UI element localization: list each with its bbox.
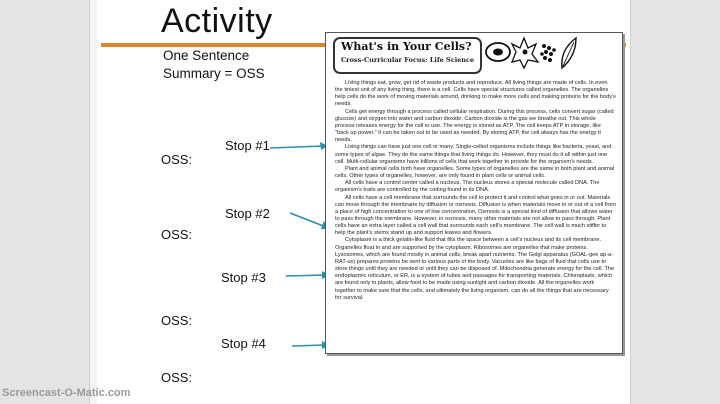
screencast-watermark: Screencast-O-Matic.com: [2, 387, 131, 399]
stop-3-label: Stop #3: [221, 270, 266, 285]
slide-title: Activity: [161, 2, 273, 40]
article-body: [335, 80, 616, 348]
summary-line-1: One Sentence: [163, 48, 250, 63]
summary-line-2: Summary = OSS: [163, 66, 265, 81]
article-paragraph: All cells have a control center called a nucleus. The nucleus stores a special molecule called DNA. The organism's traits are controlled by the coding found in its DNA.: [335, 180, 600, 194]
article-paragraph: Living things can have just one cell or many. Single-celled organisms include things like bacteria, yeast, and some types of algae. They do the same things that living things do. However, they must do it all within just one cell. Multi-cellular organisms have billions of cells that work together to provide for the organism's needs.: [335, 144, 612, 165]
cell-drawings-icon: [482, 34, 582, 74]
oss-label-1: OSS:: [161, 152, 193, 167]
oss-label-2: OSS:: [161, 227, 193, 242]
oss-label-3: OSS:: [161, 313, 193, 328]
article-paragraph: Living things eat, grow, get rid of waste products and reproduce. All living things are made of cells. In even the tiniest unit of any living thing, there is a cell. Cells have special structures called organelles. The organelles help cells do the work of moving materials around, drinking to make more cells and making proteins for the body's needs.: [335, 80, 616, 108]
left-frame-edge: [89, 0, 97, 404]
article-paragraph: All cells have a cell membrane that surrounds the cell to protect it and control what goes in or out. Materials can move through the membrane by diffusion or osmosis. Diffusion is when materials move in or out of a cell from a place of high concentration to one of low concentration. Osmosis is a special kind of diffusion that allows water to pass through the membrane. However, in osmosis, many other materials are not allow to pass through. Plant cells have an extra layer called a cell wall that surrounds each cell's membrane. The cell wall is much stiffer to help the plant's stems stand up and support leaves and flowers.: [335, 194, 616, 237]
oss-label-4: OSS:: [161, 370, 193, 385]
stop-1-label: Stop #1: [225, 138, 270, 153]
stop-1-arrow-icon: [268, 140, 330, 154]
article-title: What's in Your Cells?: [341, 40, 472, 53]
summary-note: [163, 47, 265, 83]
article-paragraph: Cells get energy through a process called cellular respiration. During this process, cells convert sugar (called glucose) and oxygen into water and carbon dioxide. Carbon dioxide is the gas we breathe out. This whole process releases energy for the cell to use. The energy is stored as ATP. The cell keeps ATP in storage, like "back up power." It can be taken out to be used as needed. By storing ATP, the cell always has the energy it needs.: [335, 108, 614, 144]
right-frame: [630, 0, 720, 404]
stop-4-label: Stop #4: [221, 336, 266, 351]
left-frame: [0, 0, 89, 404]
article-paragraph: Plant and animal cells both have organelles. Some types of organelles are the same in both plant and animal cells. Other types of organelles, however, are only found in plant cells or animal cells.: [335, 165, 615, 180]
article-paragraph: Cytoplasm is a thick gelatin-like fluid that fills the space between a cell's nucleus and its cell membrane. Organelles float in and are supported by the cytoplasm. Ribosomes are organelles that make proteins. Lysosomes, which are found mostly in animal cells, break apart nutrients. The Golgi apparatus (GOAL-gee ap-a-RAT-us) prepares proteins be sent to various parts of the body. Vacuoles are like bags of fluid that cells use to store things until they are needed or until they can be disposed of. Mitochondria generate energy for the cell. The endoplasmic reticulum, or ER, is a system of tubes and passages for transporting materials. Chloroplasts, which are found only in plants, allow food to be made using sunlight and carbon dioxide. All the organelles work together to make sure that the cells, and ultimately the living organism, can do all the things that are necessary for survival.: [335, 237, 615, 301]
stop-2-label: Stop #2: [225, 206, 270, 221]
article-subtitle: Cross-Curricular Focus: Life Science: [341, 56, 475, 64]
